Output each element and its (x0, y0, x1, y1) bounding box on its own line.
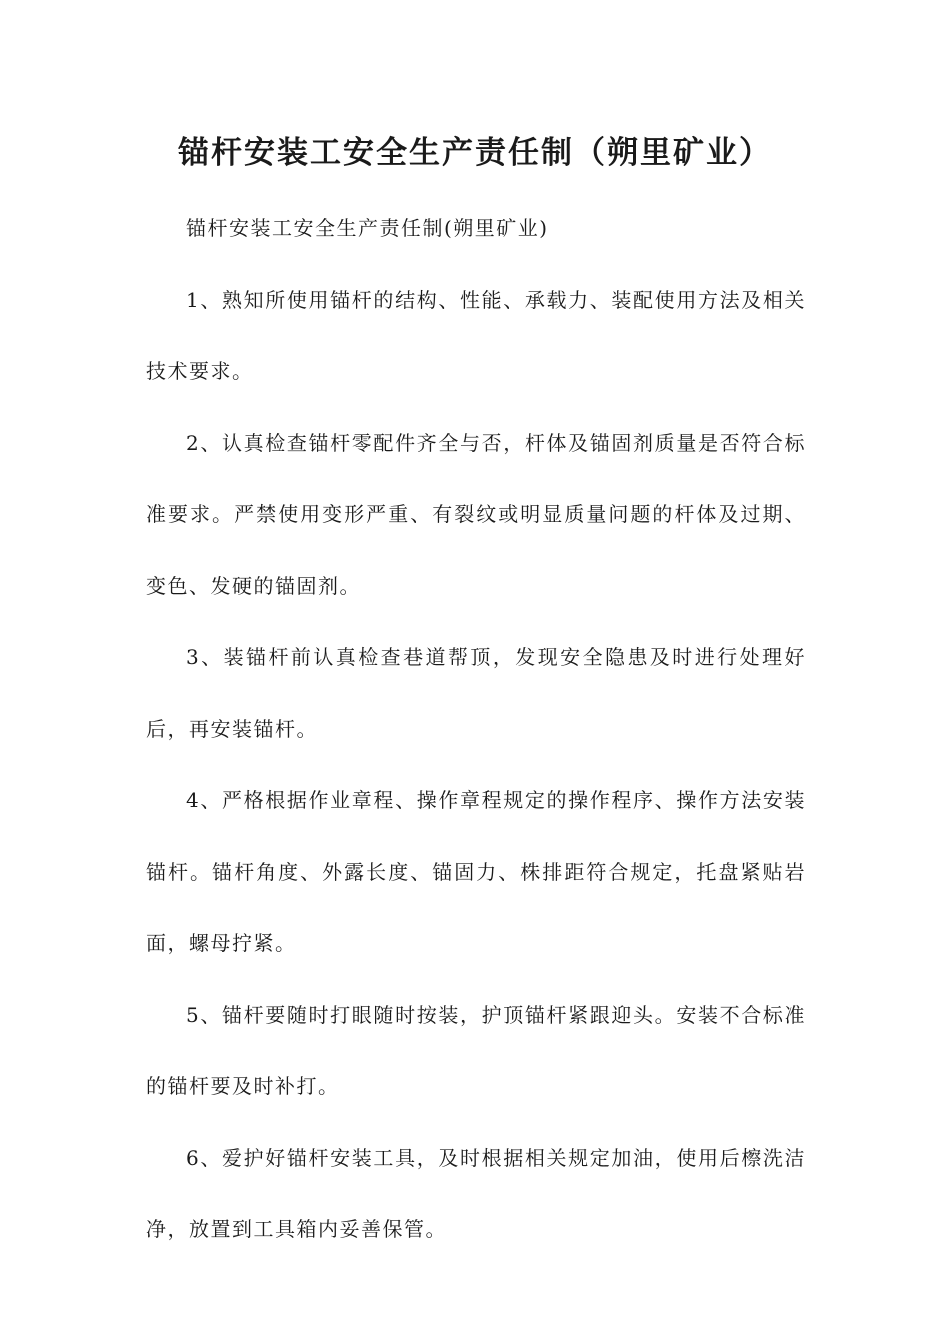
clause-3: 3、装锚杆前认真检查巷道帮顶，发现安全隐患及时进行处理好后，再安装锚杆。 (146, 645, 806, 741)
clause-6: 6、爱护好锚杆安装工具，及时根据相关规定加油，使用后檫洗洁净，放置到工具箱内妥善保管。 (146, 1145, 806, 1241)
document-subtitle: 锚杆安装工安全生产责任制(朔里矿业) (186, 216, 549, 240)
clause-1: 1、熟知所使用锚杆的结构、性能、承载力、装配使用方法及相关技术要求。 (146, 287, 806, 383)
clause-4: 4、严格根据作业章程、操作章程规定的操作程序、操作方法安装锚杆。锚杆角度、外露长度、锚固力、株排距符合规定，托盘紧贴岩面，螺母拧紧。 (146, 788, 806, 955)
clause-5: 5、锚杆要随时打眼随时按装，护顶锚杆紧跟迎头。安装不合标准的锚杆要及时补打。 (146, 1002, 806, 1098)
document-body (146, 193, 806, 1266)
clause-2: 2、认真检查锚杆零配件齐全与否，杆体及锚固剂质量是否符合标准要求。严禁使用变形严重、有裂纹或明显质量问题的杆体及过期、变色、发硬的锚固剂。 (146, 430, 806, 598)
document-title: 锚杆安装工安全生产责任制（朔里矿业） (178, 135, 772, 171)
